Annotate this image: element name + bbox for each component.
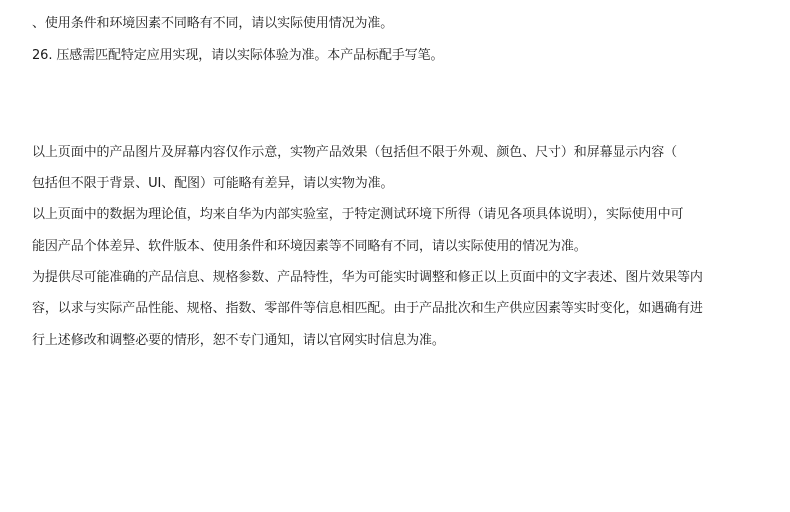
disclaimer-line-4: 能因产品个体差异、软件版本、使用条件和环境因素等不同略有不同，请以实际使用的情况为准。	[32, 239, 587, 254]
disclaimer-line-1: 以上页面中的产品图片及屏幕内容仅作示意，实物产品效果（包括但不限于外观、颜色、尺寸）和屏幕显示内容（	[32, 145, 678, 160]
disclaimer-line-6: 容，以求与实际产品性能、规格、指数、零部件等信息相匹配。由于产品批次和生产供应因素等实时变化，如遇确有进	[32, 301, 703, 316]
note-line-26: 26. 压感需匹配特定应用实现，请以实际体验为准。本产品标配手写笔。	[32, 48, 444, 63]
note-line-1: 、使用条件和环境因素不同略有不同，请以实际使用情况为准。	[32, 16, 394, 31]
disclaimer-line-3: 以上页面中的数据为理论值，均来自华为内部实验室，于特定测试环境下所得（请见各项具体说明），实际使用中可	[32, 207, 684, 222]
disclaimer-line-7: 行上述修改和调整必要的情形，恕不专门通知，请以官网实时信息为准。	[32, 333, 445, 348]
disclaimer-line-5: 为提供尽可能准确的产品信息、规格参数、产品特性，华为可能实时调整和修正以上页面中的文字表述、图片效果等内	[32, 270, 703, 285]
disclaimer-line-2: 包括但不限于背景、UI、配图）可能略有差异，请以实物为准。	[32, 176, 394, 191]
